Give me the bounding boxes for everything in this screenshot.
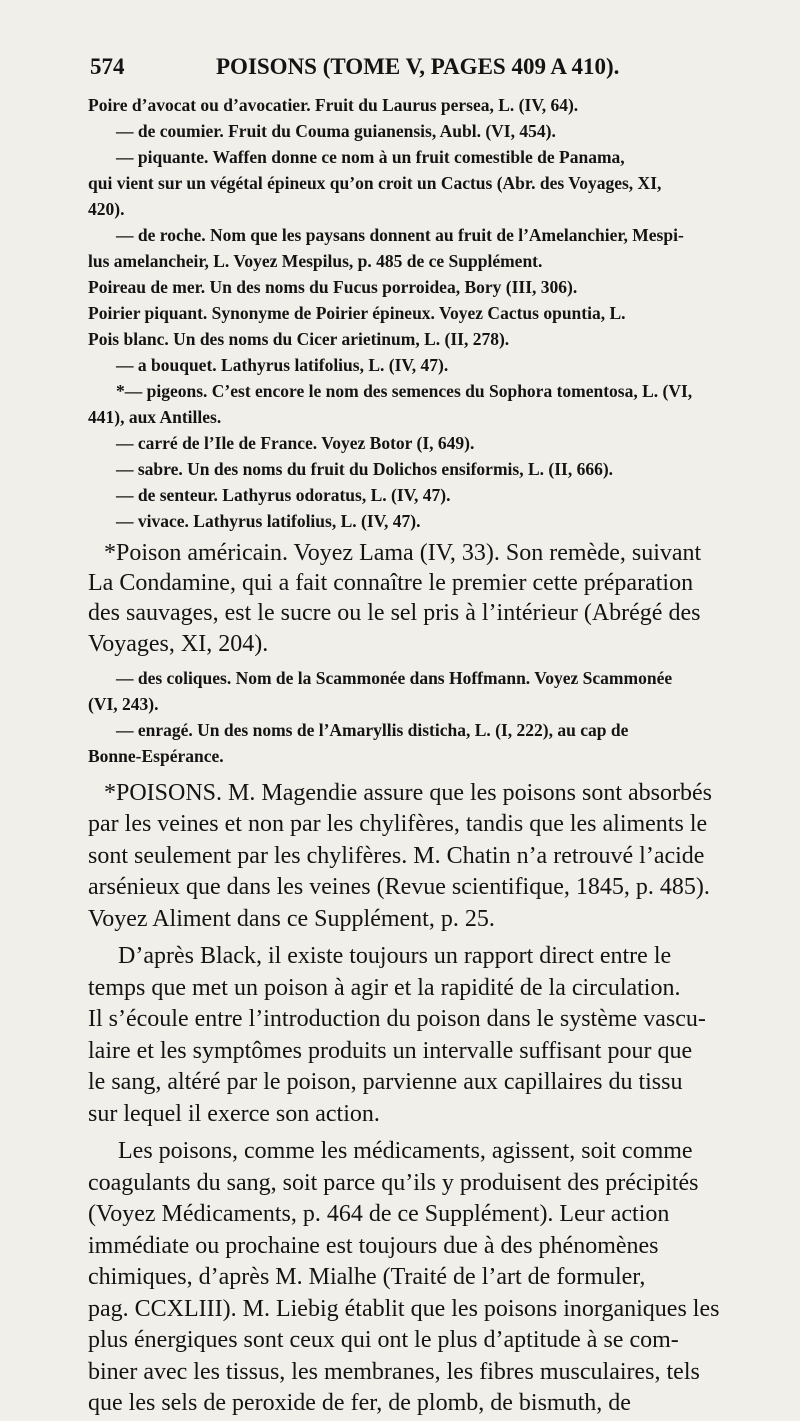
poisons-paragraph-line: *POISONS. M. Magendie assure que les poisons sont absorbés [104, 779, 712, 806]
poison-americain-line: La Condamine, qui a fait connaître le premier cette préparation [88, 570, 694, 597]
entry-line: Poire d’avocat ou d’avocatier. Fruit du Laurus persea, L. (IV, 64). [88, 95, 579, 115]
poison-americain-line: des sauvages, est le sucre ou le sel pris à l’intérieur (Abrégé des [88, 600, 701, 627]
poisons-paragraph-line: Il s’écoule entre l’introduction du poison dans le système vascu- [88, 1006, 706, 1033]
poison-americain-line: Voyages, XI, 204). [88, 630, 269, 657]
running-title: POISONS (TOME V, PAGES 409 A 410). [216, 54, 620, 79]
page-number: 574 [90, 54, 125, 79]
entry-line: — sabre. Un des noms du fruit du Dolichos ensiformis, L. (II, 666). [116, 459, 614, 479]
entry-line: — de roche. Nom que les paysans donnent au fruit de l’Amelanchier, Mespi- [116, 225, 684, 245]
entry-line: qui vient sur un végétal épineux qu’on croit un Cactus (Abr. des Voyages, XI, [88, 173, 662, 193]
poison-americain-line: *Poison américain. Voyez Lama (IV, 33). Son remède, suivant [104, 540, 702, 566]
poisons-paragraph-line: le sang, altéré par le poison, parvienne aux capillaires du tissu [88, 1069, 683, 1096]
poisons-paragraph-line: coagulants du sang, soit parce qu’ils y produisent des précipités [88, 1169, 699, 1196]
poisons-paragraph-line: arsénieux que dans les veines (Revue scientifique, 1845, p. 485). [88, 874, 710, 901]
poisons-paragraph-line: chimiques, d’après M. Mialhe (Traité de l’art de formuler, [88, 1264, 646, 1291]
entry-line: — de senteur. Lathyrus odoratus, L. (IV, 47). [116, 485, 451, 505]
entry-line: Bonne-Espérance. [88, 745, 224, 766]
poisons-paragraph-line: Les poisons, comme les médicaments, agissent, soit comme [118, 1138, 693, 1165]
entry-line: 441), aux Antilles. [88, 407, 222, 427]
entry-line: — carré de l’Ile de France. Voyez Botor (I, 649). [116, 433, 475, 453]
poisons-paragraph-line: (Voyez Médicaments, p. 464 de ce Supplément). Leur action [88, 1201, 670, 1228]
entry-line: — des coliques. Nom de la Scammonée dans Hoffmann. Voyez Scammonée [116, 667, 673, 688]
entry-line: 420). [88, 199, 125, 219]
poisons-paragraph-line: pag. CCXLIII). M. Liebig établit que les poisons inorganiques les [88, 1295, 720, 1322]
entry-line: (VI, 243). [88, 693, 159, 714]
poisons-paragraph-line: laire et les symptômes produits un intervalle suffisant pour que [88, 1037, 693, 1064]
poisons-paragraph-line: temps que met un poison à agir et la rapidité de la circulation. [88, 974, 681, 1001]
page-body [88, 92, 784, 1420]
poisons-paragraph-line: D’après Black, il existe toujours un rapport direct entre le [118, 943, 672, 970]
entry-line: — enragé. Un des noms de l’Amaryllis disticha, L. (I, 222), au cap de [116, 719, 629, 740]
entry-line: — piquante. Waffen donne ce nom à un fruit comestible de Panama, [116, 147, 625, 167]
running-header [90, 54, 710, 90]
entry-line: — vivace. Lathyrus latifolius, L. (IV, 47). [116, 511, 421, 531]
entry-line: Poirier piquant. Synonyme de Poirier épineux. Voyez Cactus opuntia, L. [88, 303, 626, 323]
poisons-paragraph-line: que les sels de peroxide de fer, de plomb, de bismuth, de [88, 1390, 631, 1417]
poisons-paragraph-line: immédiate ou prochaine est toujours due à des phénomènes [88, 1232, 659, 1259]
poisons-paragraph-line: biner avec les tissus, les membranes, les fibres musculaires, tels [88, 1358, 700, 1385]
entry-line: lus amelancheir, L. Voyez Mespilus, p. 485 de ce Supplément. [88, 251, 543, 271]
entry-line: — a bouquet. Lathyrus latifolius, L. (IV, 47). [116, 355, 449, 375]
poisons-paragraph-line: Voyez Aliment dans ce Supplément, p. 25. [88, 905, 495, 932]
entry-line: — de coumier. Fruit du Couma guianensis, Aubl. (VI, 454). [116, 121, 556, 141]
entry-line: *— pigeons. C’est encore le nom des semences du Sophora tomentosa, L. (VI, [116, 381, 693, 401]
entry-line: Poireau de mer. Un des noms du Fucus porroidea, Bory (III, 306). [88, 277, 578, 297]
poisons-paragraph-line: plus énergiques sont ceux qui ont le plus d’aptitude à se com- [88, 1327, 679, 1354]
poisons-paragraph-line: par les veines et non par les chylifères, tandis que les aliments le [88, 811, 708, 838]
poisons-paragraph-line: sur lequel il exerce son action. [88, 1100, 380, 1127]
poisons-paragraph-line: sont seulement par les chylifères. M. Chatin n’a retrouvé l’acide [88, 842, 705, 869]
entry-line: Pois blanc. Un des noms du Cicer arietinum, L. (II, 278). [88, 329, 510, 349]
